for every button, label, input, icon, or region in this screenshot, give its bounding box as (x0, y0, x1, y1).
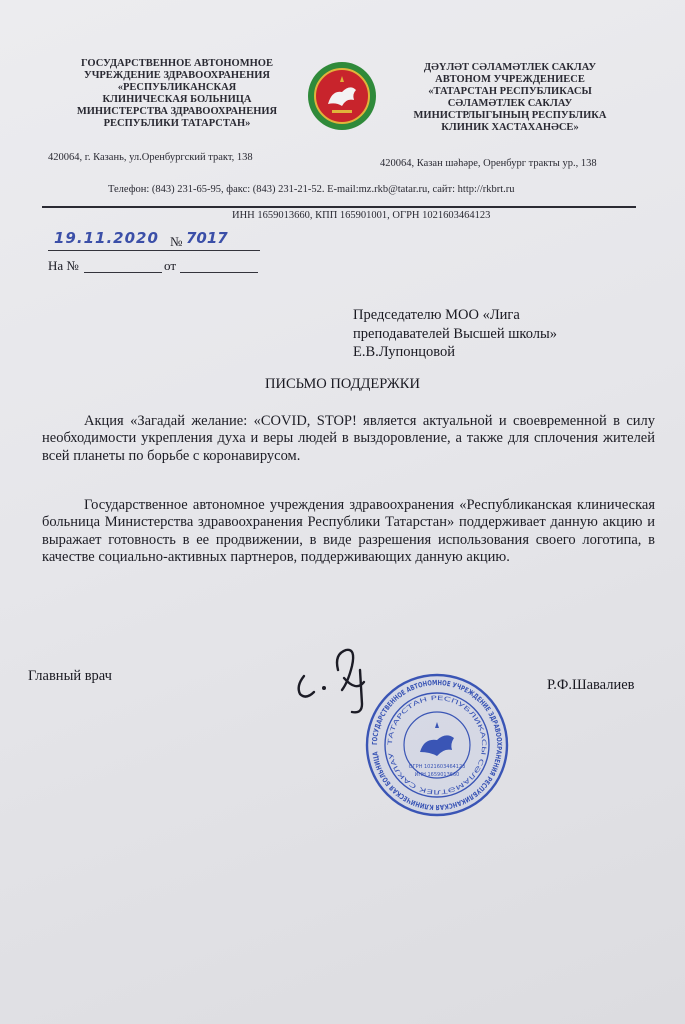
official-stamp (364, 672, 510, 818)
reply-from-label: от (164, 258, 177, 273)
outgoing-date: 19.11.2020 (54, 229, 159, 247)
outgoing-number-prefix: № (170, 234, 183, 249)
header-right-address: 420064, Казан шәһәре, Оренбург тракты ур., 138 (380, 158, 597, 169)
svg-text:ТАТАРСТАН РЕСПУБЛИКАСЫ СӘЛАМӘТ: ТАТАРСТАН РЕСПУБЛИКАСЫ СӘЛАМӘТЛЕК САКЛАУ (386, 694, 488, 796)
addressee (353, 306, 557, 362)
reply-to-number-line (84, 272, 162, 273)
header-left-address: 420064, г. Казань, ул.Оренбургский тракт, 138 (48, 152, 253, 163)
svg-text:ОГРН 1021603464123: ОГРН 1021603464123 (408, 764, 466, 770)
signatory-position: Главный врач (28, 668, 112, 684)
reply-to-label: На № (48, 258, 79, 273)
addressee-line-3: Е.В.Лупонцовой (353, 344, 456, 360)
letter-title: ПИСЬМО ПОДДЕРЖКИ (265, 376, 420, 392)
header-right-org: ДӘҮЛӘТ СӘЛАМӘТЛЕК САКЛАУ АВТОНОМ УЧРЕЖДЕНИЕСЕ «ТАТАРСТАН РЕСПУБЛИКАСЫ СӘЛАМӘТЛЕК САКЛАУ МИНИСТРЛЫГЫНЫҢ РЕСПУБЛИКА КЛИНИК ХАСТАХАНӘСЕ» (413, 62, 607, 133)
header-divider (42, 206, 636, 208)
header-left-org: ГОСУДАРСТВЕННОЕ АВТОНОМНОЕ УЧРЕЖДЕНИЕ ЗДРАВООХРАНЕНИЯ «РЕСПУБЛИКАНСКАЯ КЛИНИЧЕСКАЯ БОЛЬНИЦА МИНИСТЕРСТВА ЗДРАВООХРАНЕНИЯ РЕСПУБЛИКИ ТАТАРСТАН» (76, 58, 278, 129)
header-requisites: ИНН 1659013660, КПП 165901001, ОГРН 1021603464123 (232, 210, 491, 221)
letter-paragraph-1: Акция «Загадай желание: «COVID, STOP! является актуальной и своевременной в силу необходимости укрепления духа и веры людей в выздоровление, а также для сплочения жителей всей планеты по борьбе с коронавирусом. (42, 413, 655, 464)
addressee-line-2: преподавателей Высшей школы» (353, 325, 557, 342)
letter-paragraph-2: Государственное автономное учреждения здравоохранения «Республиканская клиническая больница Министерства здравоохранения Республики Татарстан» поддерживает данную акцию и выражает готовность в ее продвижении, в виде разрешения использования своего логотипа, в качестве социально-активных партнеров, поддерживающих данную акцию. (42, 497, 655, 566)
svg-text:ГОСУДАРСТВЕННОЕ АВТОНОМНОЕ УЧР: ГОСУДАРСТВЕННОЕ АВТОНОМНОЕ УЧРЕЖДЕНИЕ ЗДРАВООХРАНЕНИЯ РЕСПУБЛИКАНСКАЯ КЛИНИЧЕСКАЯ БОЛЬНИЦА (370, 678, 504, 812)
addressee-line-1: Председателю МОО «Лига (353, 307, 520, 323)
header-contacts: Телефон: (843) 231-65-95, факс: (843) 231-21-52. E-mail:mz.rkb@tatar.ru, сайт: http://rkbrt.ru (108, 184, 515, 195)
outgoing-number: 7017 (186, 229, 228, 247)
reply-from-date-line (180, 272, 258, 273)
tatarstan-emblem-icon (306, 60, 378, 132)
svg-text:ИНН 1659013660: ИНН 1659013660 (414, 772, 460, 778)
signatory-name: Р.Ф.Шавалиев (547, 677, 635, 693)
